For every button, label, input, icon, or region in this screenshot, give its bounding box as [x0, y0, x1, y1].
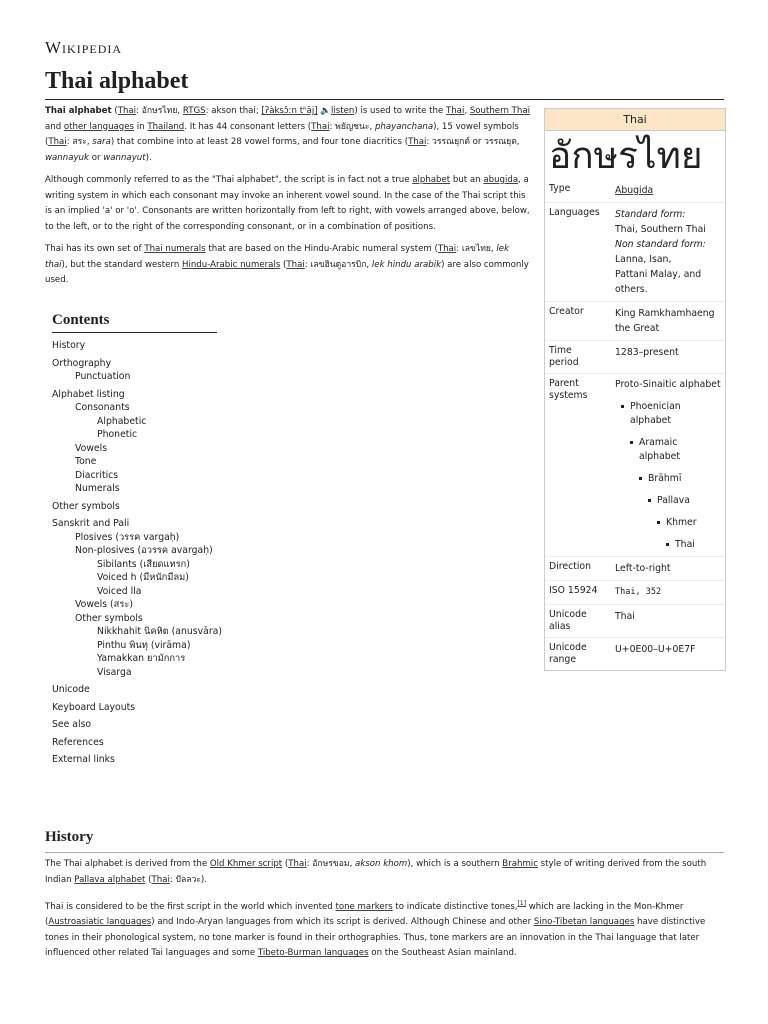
infobox-row-unicode-alias: Unicode alias Thai — [545, 604, 725, 637]
toc-item[interactable]: Diacritics — [75, 469, 119, 481]
toc-item[interactable]: Orthography — [52, 357, 112, 369]
infobox-row-direction: Direction Left-to-right — [545, 556, 725, 580]
infobox-row-type: Type Abugida — [545, 179, 725, 202]
link-direction[interactable]: Left-to-right — [615, 563, 671, 574]
link-pallava-alphabet[interactable]: Pallava alphabet — [74, 874, 146, 885]
link-sino-tibetan[interactable]: Sino-Tibetan languages — [533, 917, 635, 928]
parent-system-item[interactable]: Phoenician alphabet — [615, 400, 725, 428]
link-austroasiatic[interactable]: Austroasiatic languages — [48, 917, 152, 928]
bullet-icon — [639, 477, 642, 480]
link-listen[interactable]: listen — [331, 106, 355, 116]
toc-item[interactable]: Consonants — [75, 402, 130, 413]
toc-item[interactable]: Other symbols — [52, 500, 120, 512]
link-thai-5[interactable]: Thai — [408, 137, 427, 147]
toc-item[interactable]: Sibilants (เสียดแทรก) — [97, 558, 190, 570]
parent-system-item[interactable]: Brāhmī — [615, 472, 725, 486]
link-abugida[interactable]: abugida — [483, 175, 519, 185]
wikipedia-logo[interactable]: Wikipedia — [45, 38, 123, 57]
infobox-header: Thai — [545, 109, 725, 131]
link-thai[interactable]: Thai — [117, 106, 137, 116]
intro-paragraph-1: Thai alphabet (Thai: อักษรไทย, RTGS: akson thai; [ʔàksɔ̌ːn tʰāj] 🔈listen) is used to write the Thai, Southern Thai and other languages in Thailand. It has 44 consonant letters (Thai: พยัญชนะ, phayanchana), 15 vowel symbols (Thai: สระ, sara) that combine into at least 28 vowel forms, and four tone diacritics (Thai: วรรณยุกต์ or วรรณยุต, wannayuk or wannayut). — [45, 106, 530, 163]
toc-title: Contents — [52, 312, 217, 333]
parent-system-item[interactable]: Thai — [615, 538, 725, 552]
toc-item[interactable]: Yamakkan ยามักการ — [97, 653, 186, 664]
infobox-row-creator: Creator King Ramkhamhaeng the Great — [545, 301, 725, 340]
bullet-icon — [648, 499, 651, 502]
infobox — [544, 108, 726, 671]
toc-item[interactable]: Non-plosives (อวรรค avargaḥ) — [75, 545, 213, 556]
parent-system-item[interactable]: Khmer — [615, 516, 725, 530]
toc-item[interactable]: Nikkhahit นิคหิต (anusvāra) — [97, 626, 222, 637]
parent-system-item[interactable]: Pallava — [615, 494, 725, 508]
link-proto-sinaitic[interactable]: Proto-Sinaitic alphabet — [615, 379, 721, 390]
bullet-icon — [657, 521, 660, 524]
history-divider — [45, 852, 724, 853]
toc-item[interactable]: Pinthu พินทุ (virāma) — [97, 639, 191, 651]
bullet-icon — [630, 441, 633, 444]
script-sample: อักษรไทย — [549, 136, 703, 177]
intro-paragraph-2: Although commonly referred to as the "Thai alphabet", the script is in fact not a true alphabet but an abugida, a writing system in which each consonant may invoke an inherent vowel sound. In the case of the Thai script this is an implied 'a' or 'o'. Consonants are written horizontally from left to right, with vowels arranged above, below, to the left, or to the right of the corresponding consonant, or in a combination of positions. — [45, 175, 530, 232]
link-tibeto-burman[interactable]: Tibeto-Burman languages — [257, 948, 369, 959]
history-paragraph-1: The Thai alphabet is derived from the Old Khmer script (Thai: อักษรขอม, akson khom), which is a southern Brahmic style of writing derived from the south Indian Pallava alphabet (Thai: ปัลลวะ). — [45, 859, 707, 885]
link-alphabet[interactable]: alphabet — [412, 175, 451, 185]
link-ramkhamhaeng[interactable]: King Ramkhamhaeng the Great — [615, 308, 715, 334]
toc-item[interactable]: Alphabet listing — [52, 388, 125, 400]
link-thai-numerals[interactable]: Thai numerals — [144, 244, 206, 254]
bullet-icon — [621, 405, 624, 408]
link-thai-8[interactable]: Thai — [288, 859, 307, 869]
link-thailand[interactable]: Thailand — [147, 121, 185, 132]
link-standard-languages[interactable]: Thai, Southern Thai — [615, 224, 706, 235]
bullet-icon — [666, 543, 669, 546]
link-thai-9[interactable]: Thai — [151, 874, 170, 885]
toc-item[interactable]: Vowels — [75, 442, 108, 454]
toc-item[interactable]: Voiced h (มีหนักมีลม) — [97, 572, 189, 583]
link-tone-markers[interactable]: tone markers — [335, 901, 393, 912]
link-other-languages[interactable]: other languages — [63, 121, 135, 132]
page-title: Thai alphabet — [45, 68, 189, 94]
link-thai-7[interactable]: Thai — [286, 259, 305, 270]
toc-item[interactable]: Phonetic — [97, 429, 138, 440]
link-hindu-arabic[interactable]: Hindu-Arabic numerals — [182, 259, 281, 270]
toc-item[interactable]: Numerals — [75, 483, 120, 494]
toc-item[interactable]: Visarga — [97, 666, 132, 678]
link-old-khmer[interactable]: Old Khmer script — [209, 859, 283, 869]
toc-item[interactable]: Other symbols — [75, 612, 143, 624]
link-thai-3[interactable]: Thai — [311, 121, 330, 132]
link-brahmic[interactable]: Brahmic — [502, 859, 538, 869]
infobox-row-period: Time period 1283–present — [545, 340, 725, 373]
link-pattani-malay[interactable]: Pattani Malay, and — [615, 269, 702, 280]
toc-item[interactable]: Tone — [75, 456, 97, 467]
history-heading: History — [45, 829, 94, 845]
link-thai-language[interactable]: Thai — [445, 106, 465, 116]
infobox-row-languages: Languages Standard form: Thai, Southern Thai Non standard form: Lanna, Isan, Pattani Malay, and others. — [545, 202, 725, 301]
link-rtgs[interactable]: RTGS — [182, 106, 206, 116]
link-thai-4[interactable]: Thai — [48, 137, 67, 147]
reference-1[interactable]: [1] — [517, 900, 527, 907]
toc-list — [52, 339, 222, 767]
link-lanna-isan[interactable]: Lanna, Isan, — [615, 254, 672, 265]
link-southern-thai[interactable]: Southern Thai — [469, 106, 530, 116]
intro-paragraph-3: Thai has its own set of Thai numerals that are based on the Hindu-Arabic numeral system (Thai: เลขไทย, lek thai), but the standard western Hindu-Arabic numerals (Thai: เลขฮินดูอารบิก, lek hindu arabik) are also commonly used. — [45, 244, 529, 285]
parent-tree — [615, 400, 725, 552]
toc-item[interactable]: Alphabetic — [97, 415, 147, 427]
infobox-row-iso: ISO 15924 Thai, 352 — [545, 580, 725, 604]
toc-item[interactable]: External links — [52, 754, 115, 765]
infobox-row-unicode-range: Unicode range U+0E00–U+0E7F — [545, 637, 725, 670]
table-of-contents — [52, 312, 222, 767]
toc-item[interactable]: Sanskrit and Pali — [52, 518, 130, 529]
toc-item[interactable]: Unicode — [52, 684, 90, 695]
parent-system-item[interactable]: Aramaic alphabet — [615, 436, 725, 464]
toc-item[interactable]: References — [52, 736, 104, 748]
history-paragraph-2: Thai is considered to be the first script in the world which invented tone markers to indicate distinctive tones,[1] which are lacking in the Mon-Khmer (Austroasiatic languages) and Indo-Aryan languages from which its script is derived. Although Chinese and other Sino-Tibetan languages have distinctive tones in their phonological system, no tone marker is found in their orthographies. Thus, tone markers are an innovation in the Thai language that later influenced other related Tai languages and some Tibeto-Burman languages on the Southeast Asian mainland. — [45, 900, 706, 959]
toc-item[interactable]: Plosives (วรรค vargaḥ) — [75, 531, 180, 543]
infobox-row-parent-systems: Parent systems Proto-Sinaitic alphabet Phoenician alphabet Aramaic alphabet Brāhmī Pallava Khmer Thai — [545, 373, 725, 556]
speaker-icon[interactable]: 🔈 — [320, 106, 331, 116]
link-ipa[interactable]: [ʔàksɔ̌ːn tʰāj] — [261, 106, 318, 116]
toc-item[interactable]: Voiced lla — [97, 585, 142, 597]
toc-item[interactable]: Keyboard Layouts — [52, 701, 136, 713]
title-divider — [45, 99, 724, 100]
toc-item[interactable]: History — [52, 340, 86, 351]
toc-item[interactable]: Punctuation — [75, 371, 131, 382]
toc-item[interactable]: See also — [52, 719, 92, 730]
link-thai-6[interactable]: Thai — [437, 244, 457, 254]
toc-item[interactable]: Vowels (สระ) — [75, 599, 133, 610]
lead-term: Thai alphabet — [45, 106, 112, 116]
link-abugida-infobox[interactable]: Abugida — [615, 185, 654, 196]
